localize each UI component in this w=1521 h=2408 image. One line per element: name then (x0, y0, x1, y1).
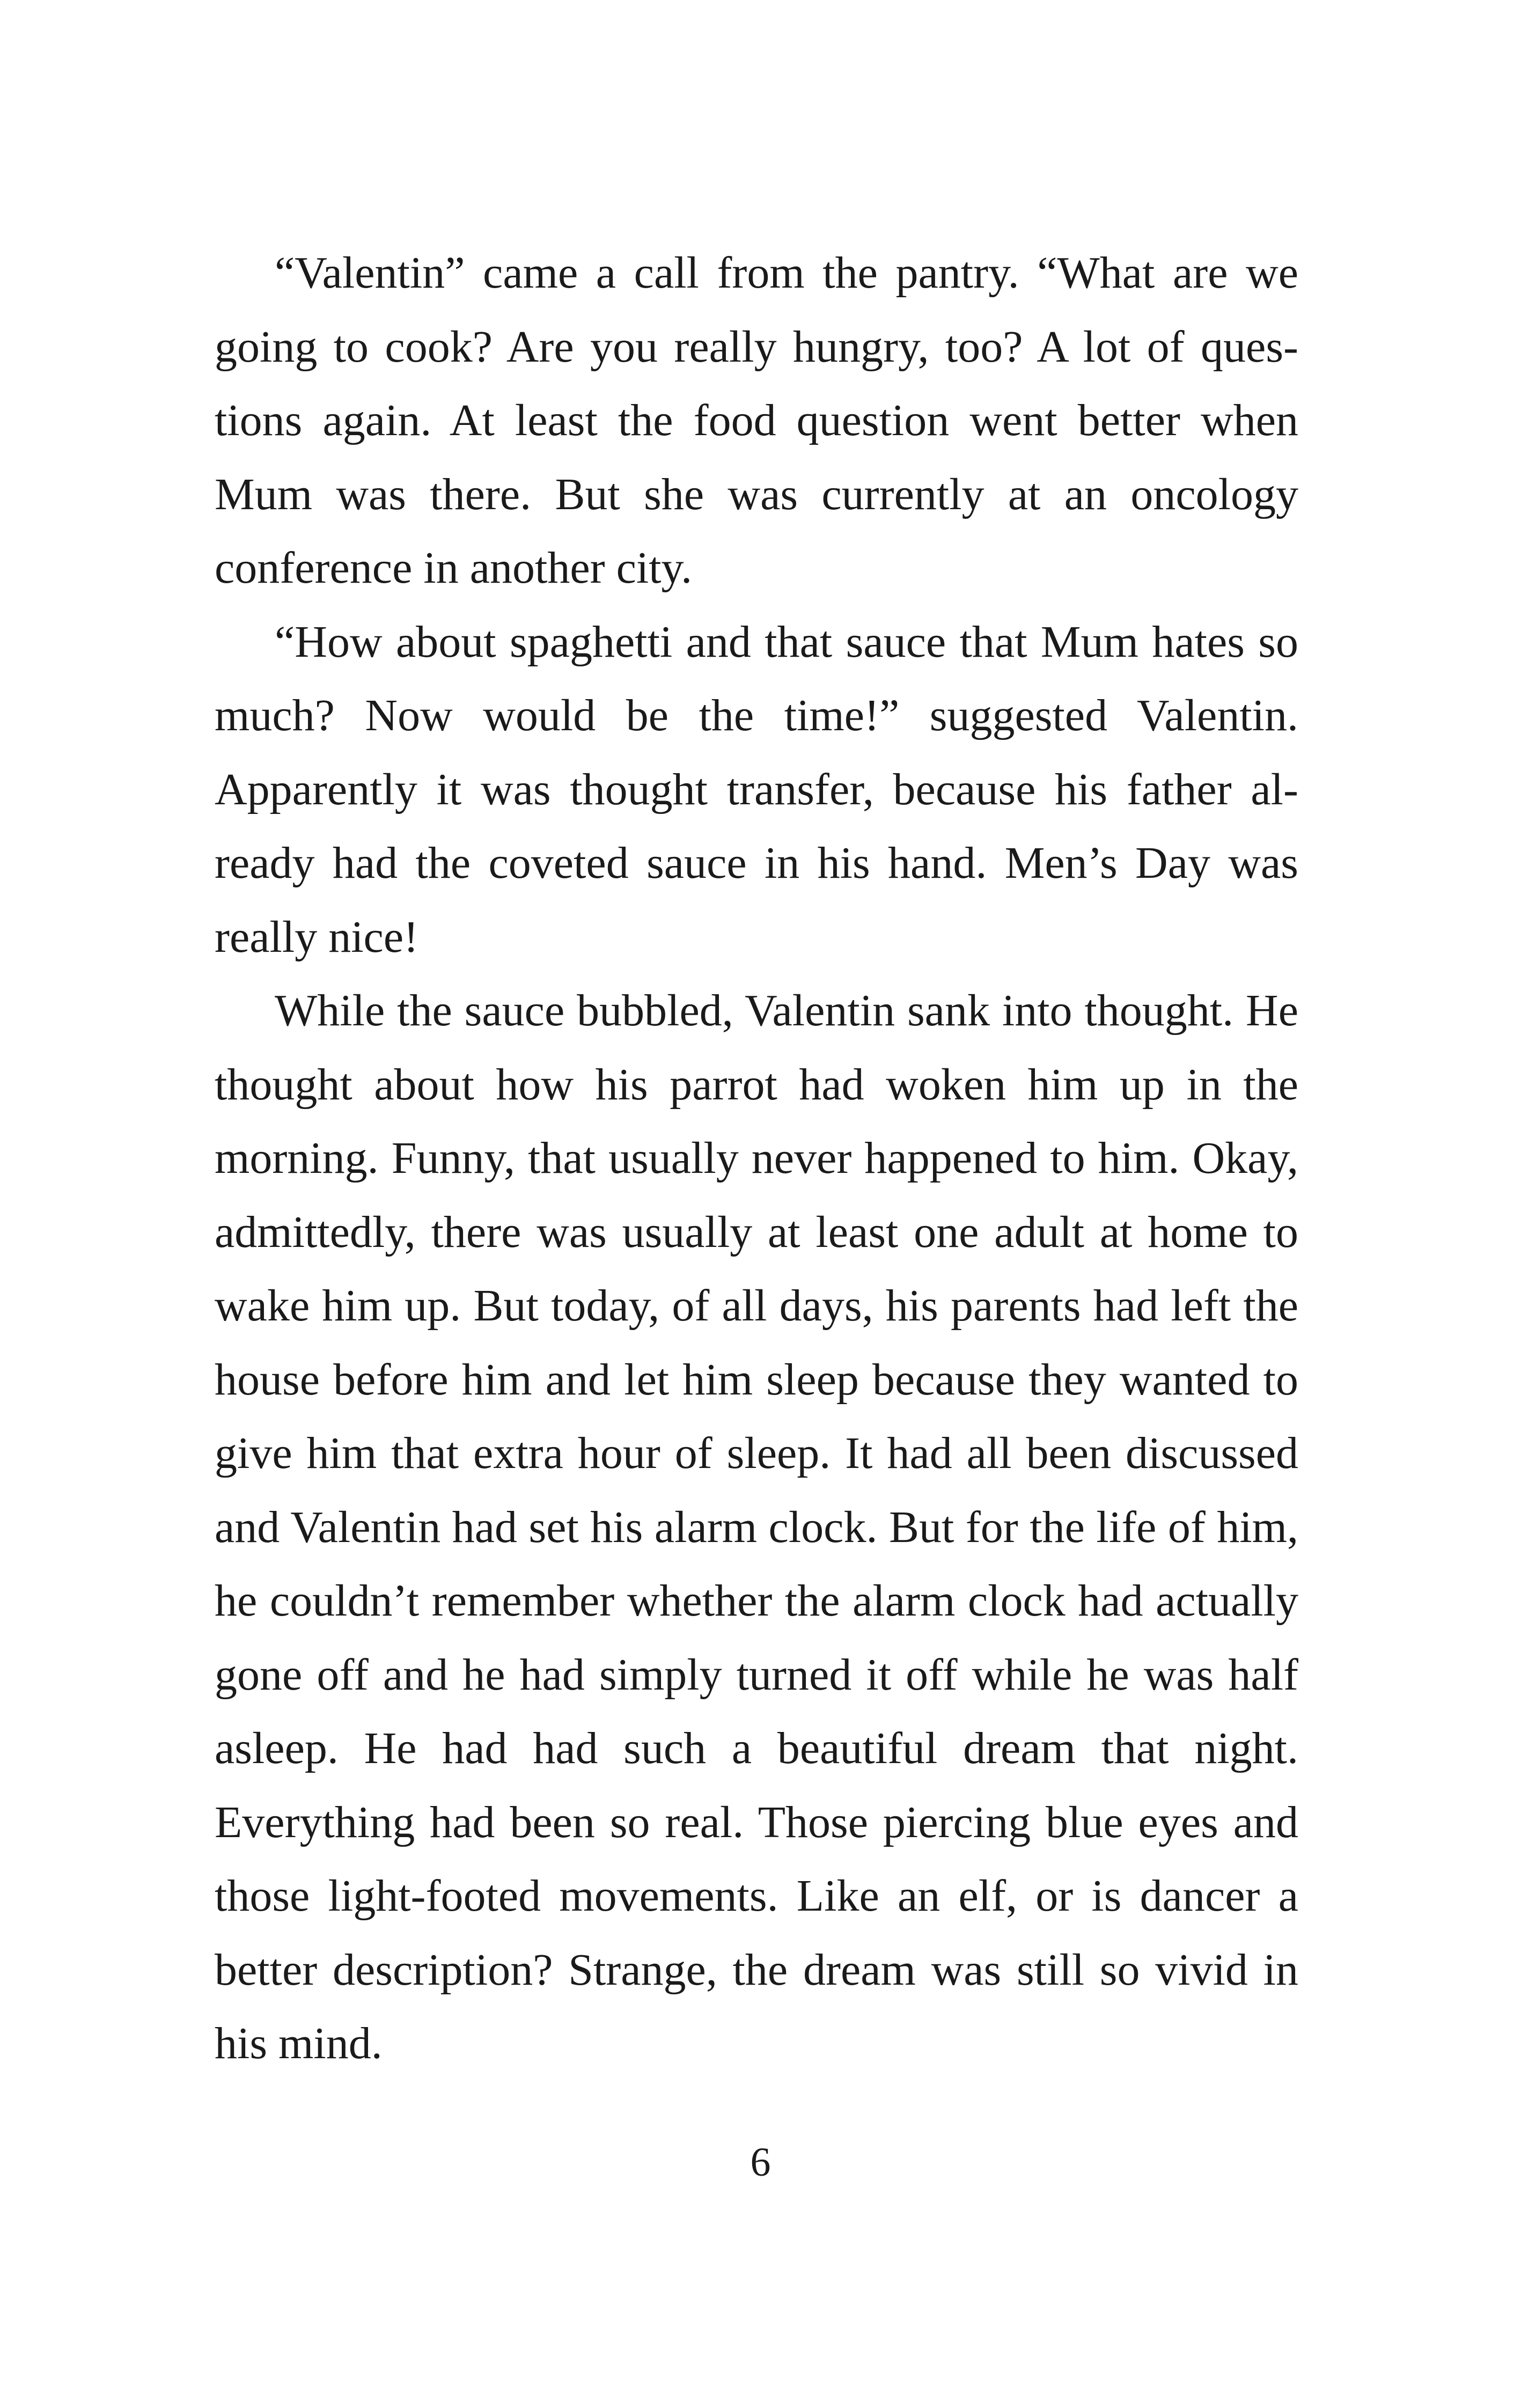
page-number: 6 (750, 2140, 771, 2185)
paragraph: “Valentin” came a call from the pantry. “What are we going to cook? Are you really hungry, too? A lot of questions again. At least the food question went better when Mum was there. But she was currently at an oncology conference in another city. (215, 248, 1298, 593)
paragraph: While the sauce bubbled, Valentin sank into thought. He thought about how his parrot had woken him up in the morning. Funny, that usually never happened to him. Okay, admittedly, there was usually at least one adult at home to wake him up. But today, of all days, his parents had left the house before him and let him sleep because they wanted to give him that extra hour of sleep. It had all been discussed and Valentin had set his alarm clock. But for the life of him, he couldn’t remember whether the alarm clock had actually gone off and he had simply turned it off while he was half asleep. He had had such a beautiful dream that night. Everything had been so real. Those piercing blue eyes and those light-footed movements. Like an elf, or is dancer a better description? Strange, the dream was still so vivid in his mind. (215, 986, 1298, 2068)
body-text (215, 236, 1298, 2081)
paragraph: “How about spaghetti and that sauce that Mum hates so much? Now would be the time!” suggested Valentin. Apparently it was thought transfer, because his father already had the coveted sauce in his hand. Men’s Day was really nice! (215, 616, 1298, 962)
